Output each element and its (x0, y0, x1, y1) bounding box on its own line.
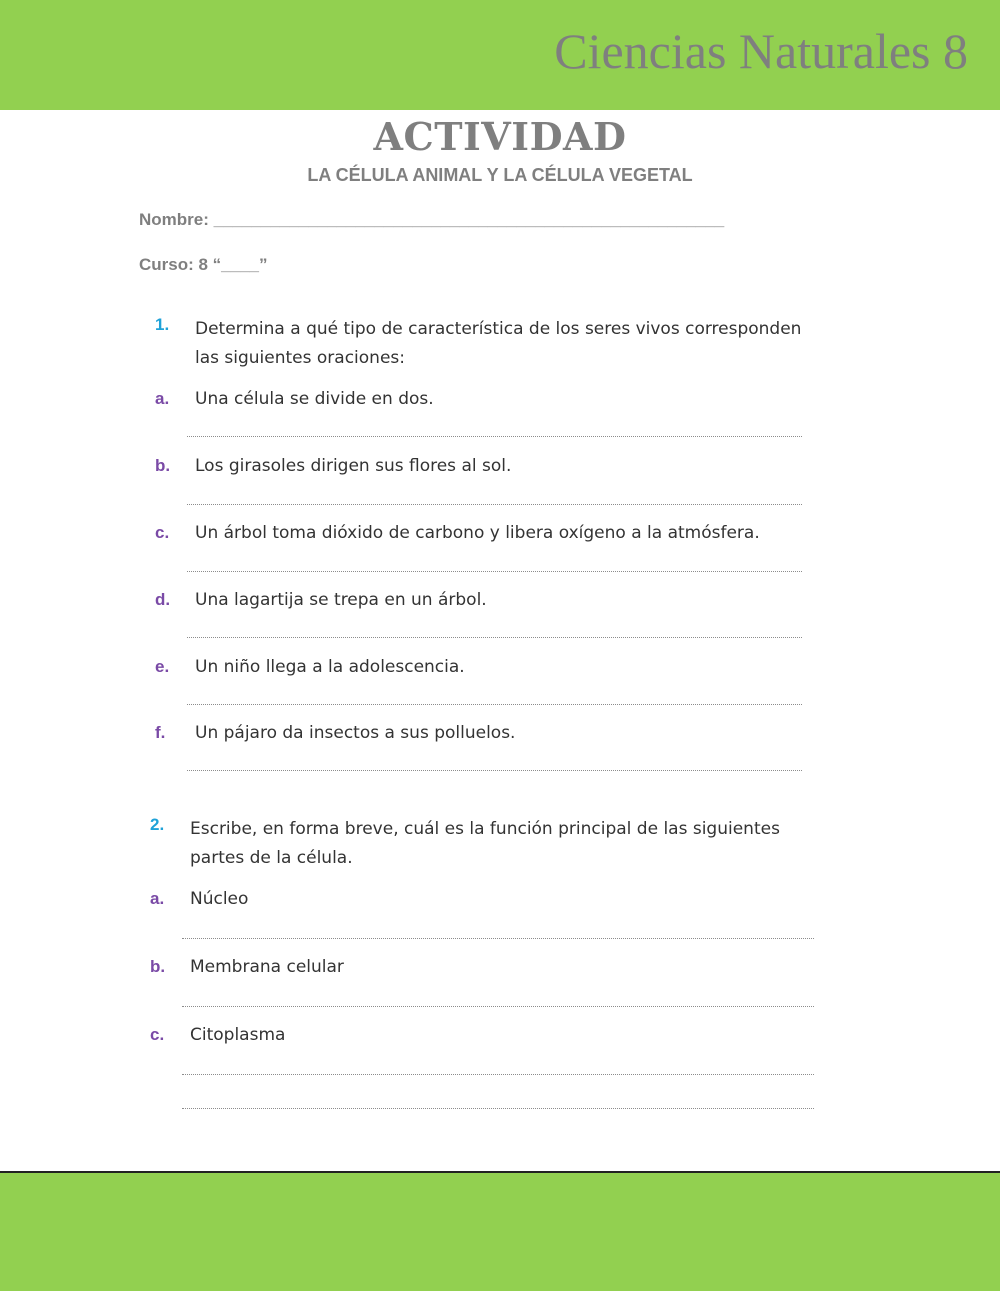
answer-line[interactable] (182, 1006, 814, 1007)
item-text: Núcleo (190, 889, 249, 909)
item-letter: c. (155, 523, 170, 542)
activity-title: ACTIVIDAD (373, 114, 627, 159)
question-number: 1. (155, 315, 170, 334)
item-letter: c. (150, 1025, 165, 1044)
answer-line[interactable] (187, 704, 802, 705)
answer-line[interactable] (187, 571, 802, 572)
item-text: Los girasoles dirigen sus flores al sol. (195, 456, 512, 476)
item-text: Citoplasma (190, 1025, 286, 1045)
subject-title: Ciencias Naturales 8 (554, 23, 968, 79)
header-band (0, 0, 1000, 110)
item-text: Membrana celular (190, 957, 344, 977)
answer-line[interactable] (182, 1108, 814, 1109)
item-letter: a. (150, 889, 165, 908)
activity-subtitle: LA CÉLULA ANIMAL Y LA CÉLULA VEGETAL (307, 165, 693, 185)
item-text: Una lagartija se trepa en un árbol. (195, 590, 487, 610)
answer-line[interactable] (187, 770, 802, 771)
item-letter: d. (155, 590, 171, 609)
question-text: Determina a qué tipo de característica de los seres vivos corresponden las siguientes oraciones: (195, 319, 802, 368)
item-text: Una célula se divide en dos. (195, 389, 434, 409)
answer-line[interactable] (187, 436, 802, 437)
item-letter: e. (155, 657, 170, 676)
answer-line[interactable] (182, 1074, 814, 1075)
answer-line[interactable] (182, 938, 814, 939)
answer-line[interactable] (187, 637, 802, 638)
item-text: Un pájaro da insectos a sus polluelos. (195, 723, 516, 743)
course-field-label[interactable]: Curso: 8 “____” (139, 255, 268, 274)
item-text: Un niño llega a la adolescencia. (195, 657, 465, 677)
name-field-label[interactable]: Nombre: ______________________________________________________ (139, 210, 725, 229)
question-number: 2. (150, 815, 165, 834)
item-letter: b. (155, 456, 171, 475)
item-letter: b. (150, 957, 166, 976)
item-text: Un árbol toma dióxido de carbono y libera oxígeno a la atmósfera. (195, 523, 760, 543)
item-letter: f. (155, 723, 166, 742)
item-letter: a. (155, 389, 170, 408)
answer-line[interactable] (187, 504, 802, 505)
question-text: Escribe, en forma breve, cuál es la función principal de las siguientes partes de la célula. (190, 819, 780, 868)
footer-band (0, 1173, 1000, 1291)
